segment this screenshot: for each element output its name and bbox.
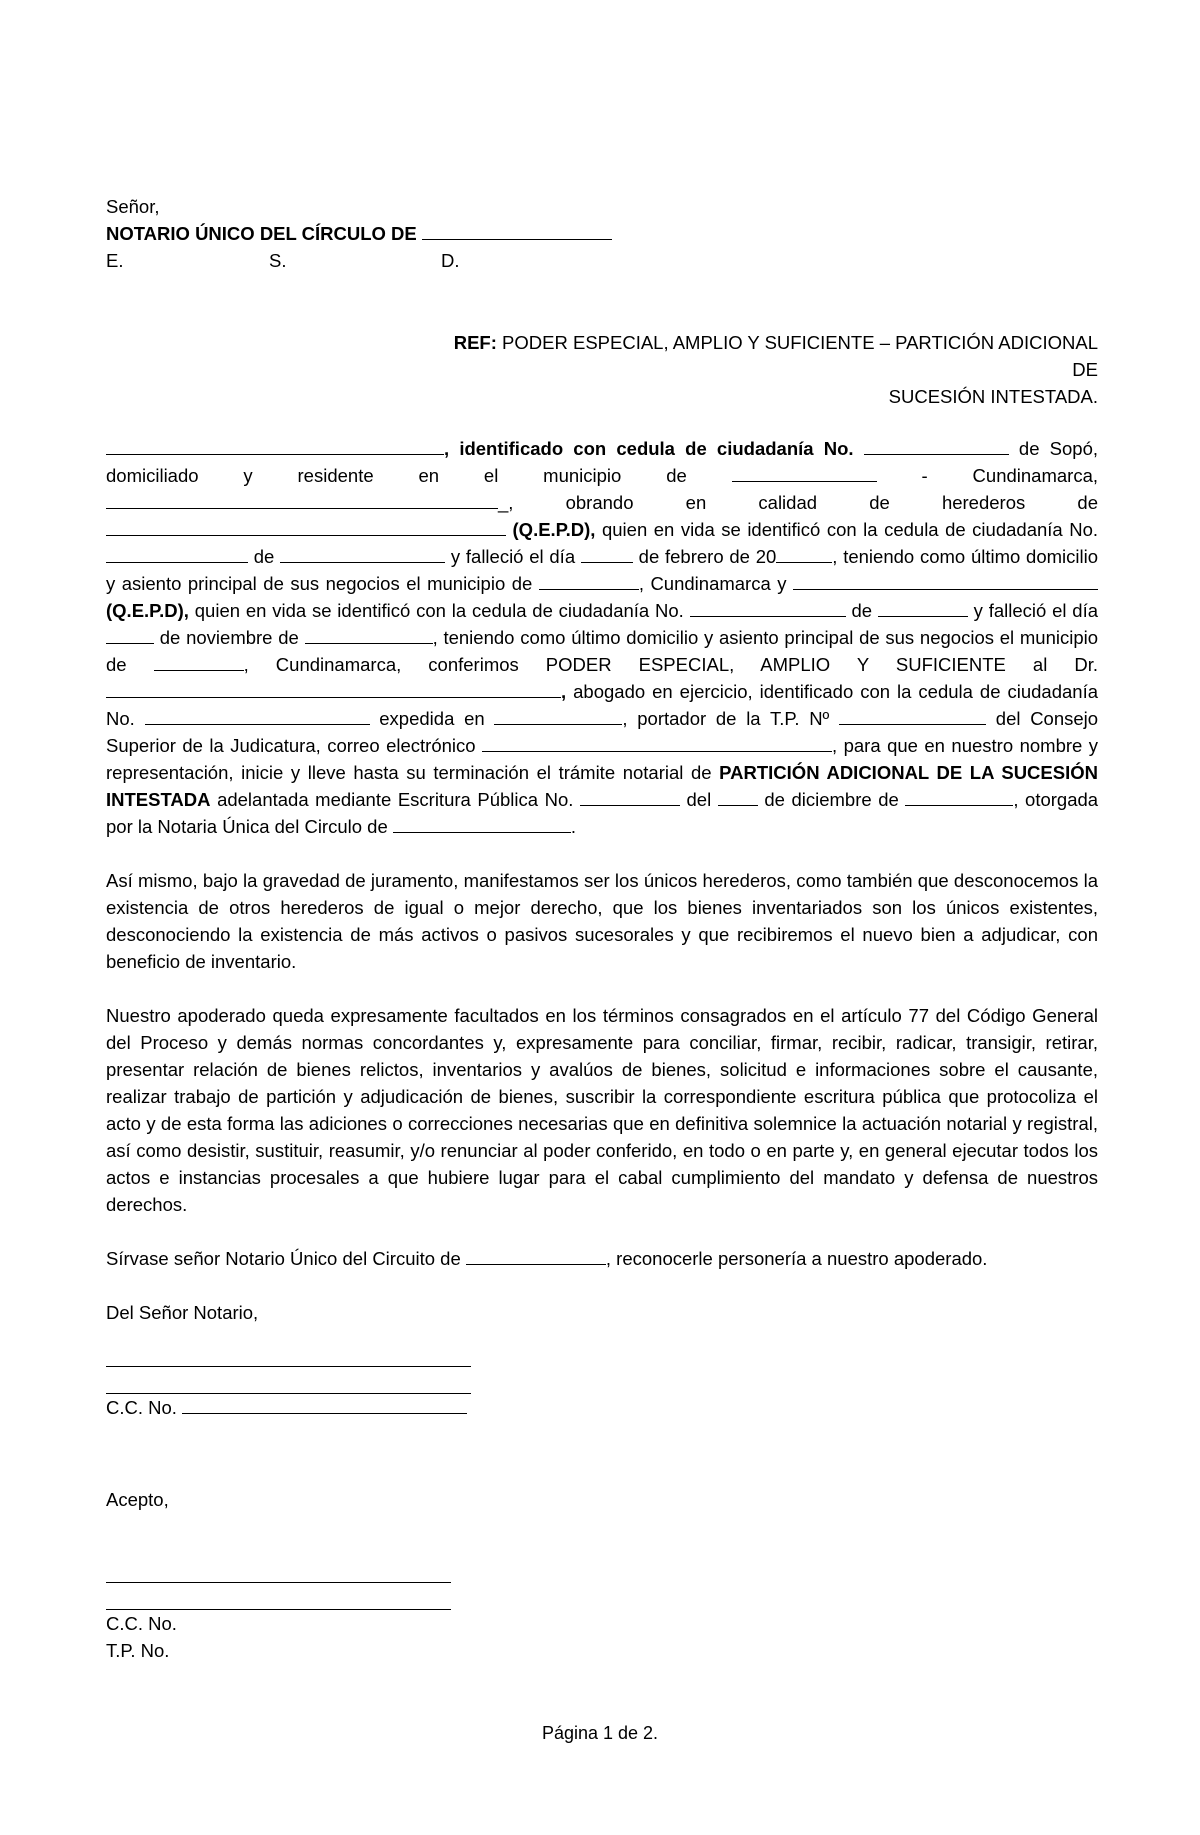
blank-deed-number [580, 788, 680, 806]
blank-attorney-name [106, 680, 561, 698]
blank-deed-day [718, 788, 758, 806]
ref-line-1: PODER ESPECIAL, AMPLIO Y SUFICIENTE – PARTICIÓN ADICIONAL DE [502, 332, 1098, 380]
letter-body [106, 435, 1098, 1353]
paragraph-request: Sírvase señor Notario Único del Circuito de , reconocerle personería a nuestro apoderado. [106, 1248, 988, 1269]
blank-deceased-2 [793, 572, 1098, 590]
blank-domicile-2 [154, 653, 244, 671]
esd-e: E. [106, 250, 124, 271]
qepd-1: (Q.E.P.D), [512, 519, 596, 540]
blank-tp-number [839, 707, 986, 725]
paragraph-faculties: Nuestro apoderado queda expresamente facultados en los términos consagrados en el artículo 77 del Código General del Proceso y demás normas concordantes y, expresamente para conciliar, firmar, recibir, radicar, transigir, retirar, presentar relación de bienes relictos, inventarios y avalúos de bienes, solicitud e informaciones sobre el causante, realizar trabajo de partición y adjudicación de bienes, suscribir la correspondiente escritura pública que protocoliza el acto y de esta forma las adiciones o correcciones necesarias que en definitiva solemnice la actuación notarial y registral, así como desistir, sustituir, reasumir, y/o renunciar al poder conferido, en todo o en parte y, en general ejecutar todos los actos e instancias procesales a que hubiere lugar para el cabal cumplimiento del mandato y defensa de nuestros derechos. [106, 1005, 1098, 1215]
paragraph-grant: , identificado con cedula de ciudadanía No. de Sopó, domiciliado y residente en el municipio de - Cundinamarca, _, obrando en calidad de herederos de (Q.E.P.D), quien en vida se identificó con la cedula de ciudadanía No. de y falleció el día de febrero de 20 , teniendo como último domicilio y asiento principal de sus negocios el municipio de , Cundinamarca y (Q.E.P.D), quien en vida se identificó con la cedula de ciudadanía No. de y falleció el día de noviembre de , teniendo como último domicilio y asiento principal de sus negocios el municipio de , Cundinamarca, conferimos PODER ESPECIAL, AMPLIO Y SUFICIENTE al Dr. , abogado en ejercicio, identificado con la cedula de ciudadanía No. expedida en , portador de la T.P. Nº del Consejo Superior de la Judicatura, correo electrónico , para que en nuestro nombre y representación, inicie y lleve hasta su terminación el trámite notarial de PARTICIÓN ADICIONAL DE LA SUCESIÓN INTESTADA adelantada mediante Escritura Pública No. del de diciembre de , otorgada por la Notaria Única del Circulo de . [106, 438, 1099, 837]
blank-deceased-1-id [106, 545, 248, 563]
esd-line [106, 247, 1096, 274]
salutation: Señor, [106, 196, 160, 217]
blank-domicile-1 [539, 572, 639, 590]
cc-line-1: C.C. No. [106, 1394, 1098, 1421]
blank-deceased-2-place [878, 599, 968, 617]
accept-label: Acepto, [106, 1489, 169, 1510]
blank-email [482, 734, 832, 752]
paragraph-oath: Así mismo, bajo la gravedad de juramento, manifestamos ser los únicos herederos, como también que desconocemos la existencia de otros herederos de igual o mejor derecho, que los bienes inventariados son los únicos existentes, desconociendo la existencia de más activos o pasivos sucesorales y que recibiremos el nuevo bien a adjudicar, con beneficio de inventario. [106, 870, 1098, 972]
blank-deed-year [905, 788, 1013, 806]
blank-circuit [466, 1247, 606, 1265]
page-number: Página 1 de 2. [541, 1723, 659, 1743]
blank-id-number [864, 437, 1009, 455]
signature-line-2a [106, 1556, 451, 1583]
acceptance-block [106, 1486, 1098, 1513]
signature-line-1a [106, 1340, 471, 1367]
tp-line-2: T.P. No. [106, 1640, 170, 1661]
blank-municipality [732, 464, 877, 482]
blank-year-1 [776, 545, 832, 563]
blank-issued-in [494, 707, 622, 725]
esd-s: S. [269, 250, 287, 271]
addressee-block [106, 193, 1096, 274]
blank-day-1 [581, 545, 633, 563]
reference-block [440, 329, 1098, 410]
ref-line-2: SUCESIÓN INTESTADA. [888, 386, 1098, 407]
cc-line-2: C.C. No. [106, 1613, 177, 1634]
procedure-title: PARTICIÓN ADICIONAL DE LA SUCESIÓN INTESTADA [106, 762, 1098, 810]
ref-label: REF: [453, 332, 497, 353]
blank-year-2 [305, 626, 433, 644]
blank-attorney-id [145, 707, 370, 725]
addressee-title: NOTARIO ÚNICO DEL CÍRCULO DE [106, 223, 417, 244]
blank-deceased-1 [106, 518, 506, 536]
qepd-2: (Q.E.P.D), [106, 600, 189, 621]
esd-d: D. [441, 250, 460, 271]
signature-line-2b [106, 1583, 451, 1610]
blank-deceased-2-id [690, 599, 846, 617]
blank-day-2 [106, 626, 154, 644]
signature-block-1 [106, 1340, 1098, 1421]
signature-block-2 [106, 1556, 1098, 1664]
blank-circle [422, 222, 612, 240]
blank-heirs [106, 491, 498, 509]
blank-notary-circle [393, 815, 571, 833]
blank-grantor-name [106, 437, 444, 455]
blank-deceased-1-place [280, 545, 445, 563]
closing: Del Señor Notario, [106, 1302, 259, 1323]
signature-line-1b [106, 1367, 471, 1394]
blank-cc-1 [182, 1396, 467, 1414]
